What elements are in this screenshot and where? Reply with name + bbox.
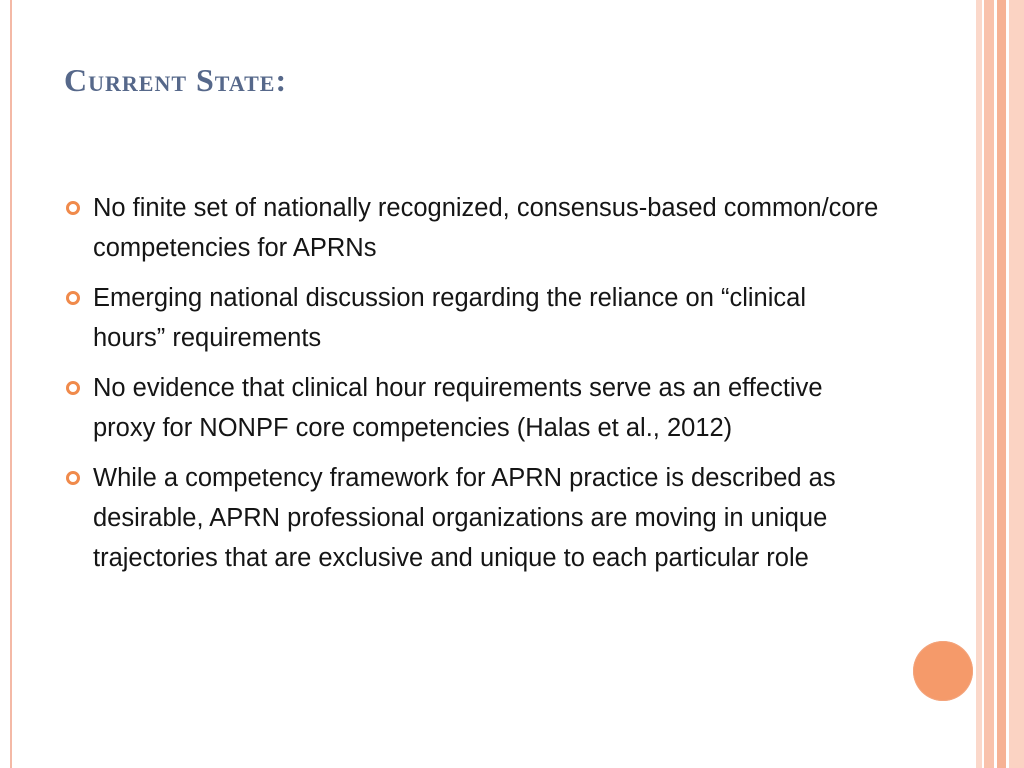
stripe [1009,0,1024,768]
stripe [997,0,1006,768]
right-stripes-decoration [976,0,1024,768]
bullet-item [64,278,884,358]
bullet-item [64,368,884,448]
stripe [984,0,994,768]
slide-title: Current State: [64,62,288,98]
left-border-decoration [0,0,12,768]
ring-bullet-icon [66,381,80,395]
ring-bullet-icon [66,291,80,305]
orange-circle-decoration [913,641,973,701]
bullet-text: No finite set of nationally recognized, consensus-based common/core competencies for APRNs [93,194,879,262]
bullet-text: While a competency framework for APRN practice is described as desirable, APRN professional organizations are moving in unique trajectories that are exclusive and unique to each particular role [93,464,836,572]
bullet-text: No evidence that clinical hour requirements serve as an effective proxy for NONPF core competencies (Halas et al., 2012) [93,374,823,442]
bullet-text: Emerging national discussion regarding the reliance on “clinical hours” requirements [93,284,806,352]
bullet-item [64,458,884,578]
bullet-item [64,188,884,268]
bullet-list [64,188,884,588]
ring-bullet-icon [66,201,80,215]
ring-bullet-icon [66,471,80,485]
